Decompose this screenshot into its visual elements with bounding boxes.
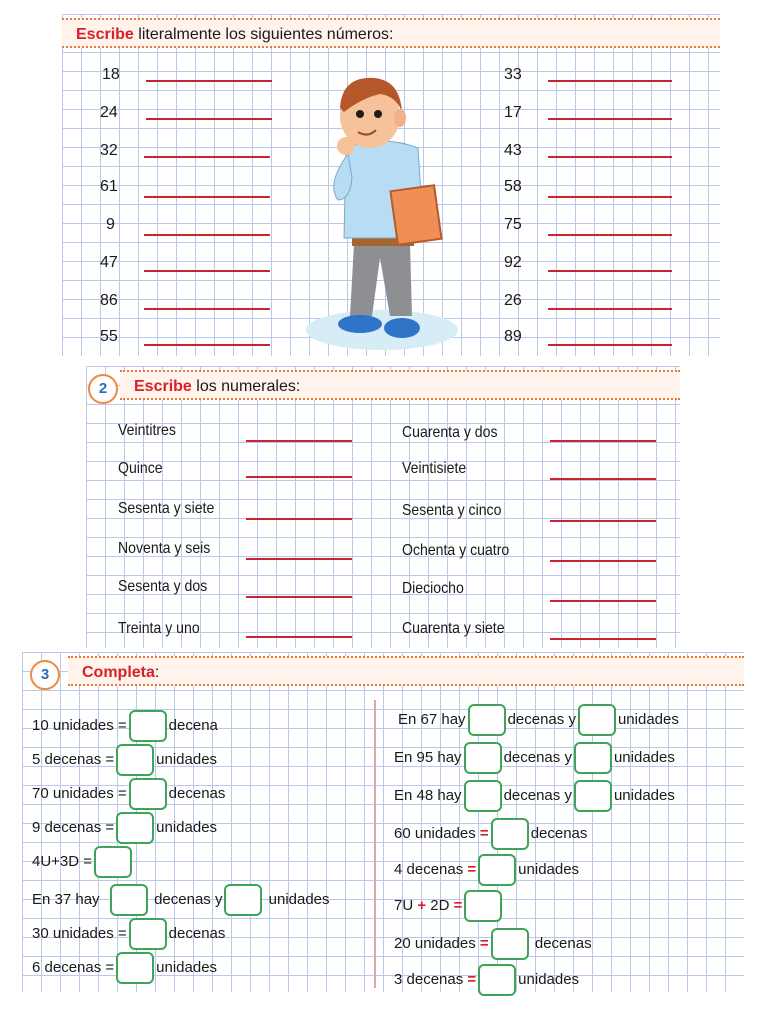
answer-line[interactable] <box>550 600 656 602</box>
equation-text: 7U <box>394 896 414 914</box>
answer-line[interactable] <box>144 234 270 236</box>
equation-text: 9 decenas = <box>32 818 115 836</box>
equation-text: decenas y <box>507 710 576 728</box>
equation-text: decenas y <box>503 786 572 804</box>
answer-line[interactable] <box>146 80 272 82</box>
number-label: 26 <box>504 292 522 309</box>
equation-text: 2D <box>430 896 450 914</box>
equation-text: unidades <box>156 818 218 836</box>
column-divider <box>374 700 376 988</box>
answer-line[interactable] <box>144 156 270 158</box>
plus-sign: + <box>417 896 427 914</box>
answer-box[interactable] <box>468 704 506 736</box>
equation-row <box>394 818 587 850</box>
number-label: 33 <box>504 66 522 83</box>
answer-box[interactable] <box>491 928 529 960</box>
answer-line[interactable] <box>548 156 672 158</box>
answer-box[interactable] <box>491 818 529 850</box>
equals-sign: = <box>467 860 477 878</box>
number-label: 18 <box>102 66 120 83</box>
equation-text: 4U+3D = <box>32 852 93 870</box>
answer-line[interactable] <box>144 196 270 198</box>
answer-box[interactable] <box>129 778 167 810</box>
exercise-2-number-badge: 2 <box>88 374 118 404</box>
equation-text: 10 unidades = <box>32 716 127 734</box>
number-label: 89 <box>504 328 522 345</box>
answer-line[interactable] <box>144 344 270 346</box>
equation-text: 6 decenas = <box>32 958 115 976</box>
exercise-2 <box>86 366 680 648</box>
equation-row <box>32 846 134 878</box>
exercise-2-instruction: los numerales: <box>191 378 301 395</box>
answer-box[interactable] <box>224 884 262 916</box>
equation-row <box>394 742 675 774</box>
answer-line[interactable] <box>548 344 672 346</box>
number-label: 55 <box>100 328 118 345</box>
number-label: 75 <box>504 216 522 233</box>
answer-line[interactable] <box>548 118 672 120</box>
answer-box[interactable] <box>574 780 612 812</box>
number-label: 86 <box>100 292 118 309</box>
equation-text: 20 unidades <box>394 934 476 952</box>
word-numeral: Noventa y seis <box>118 540 211 557</box>
equation-text: 4 decenas <box>394 860 464 878</box>
word-numeral: Sesenta y siete <box>118 500 215 517</box>
word-numeral: Treinta y uno <box>118 620 200 637</box>
answer-box[interactable] <box>464 780 502 812</box>
answer-line[interactable] <box>246 636 352 638</box>
answer-line[interactable] <box>246 596 352 598</box>
equation-row <box>32 918 225 950</box>
equals-sign: = <box>467 970 477 988</box>
answer-line[interactable] <box>550 440 656 442</box>
equation-text: unidades <box>518 970 580 988</box>
word-numeral: Cuarenta y dos <box>402 424 498 441</box>
word-numeral: Veintisiete <box>402 460 467 477</box>
equation-text: unidades <box>156 958 218 976</box>
equation-row <box>32 744 217 776</box>
number-label: 24 <box>100 104 118 121</box>
equation-text: unidades <box>613 748 675 766</box>
answer-line[interactable] <box>246 558 352 560</box>
word-numeral: Sesenta y dos <box>118 578 208 595</box>
equation-row <box>394 928 592 960</box>
word-numeral: Dieciocho <box>402 580 464 597</box>
number-label: 92 <box>504 254 522 271</box>
answer-line[interactable] <box>548 270 672 272</box>
answer-box[interactable] <box>464 890 502 922</box>
answer-box[interactable] <box>94 846 132 878</box>
exercise-3-colon: : <box>154 664 160 681</box>
answer-line[interactable] <box>548 80 672 82</box>
equation-text: decenas <box>530 824 588 842</box>
exercise-3-keyword: Completa <box>82 664 155 681</box>
answer-line[interactable] <box>246 518 352 520</box>
exercise-1-instruction: literalmente los siguientes números: <box>133 26 394 43</box>
equation-row <box>32 952 217 984</box>
equation-text: unidades <box>617 710 679 728</box>
number-label: 9 <box>106 216 115 233</box>
equation-text: En 37 hay <box>32 890 100 908</box>
equation-text: decenas <box>168 924 226 942</box>
equation-row <box>32 778 225 810</box>
word-numeral: Ochenta y cuatro <box>402 542 510 559</box>
equation-text: decenas <box>534 934 592 952</box>
equation-row <box>32 884 330 916</box>
exercise-2-keyword: Escribe <box>134 378 192 395</box>
equation-text: En 95 hay <box>394 748 462 766</box>
answer-line[interactable] <box>550 560 656 562</box>
equation-text: 3 decenas <box>394 970 464 988</box>
equation-text: unidades <box>613 786 675 804</box>
equation-row <box>394 964 579 996</box>
answer-box[interactable] <box>478 964 516 996</box>
answer-line[interactable] <box>144 308 270 310</box>
number-label: 58 <box>504 178 522 195</box>
answer-line[interactable] <box>144 270 270 272</box>
answer-box[interactable] <box>478 854 516 886</box>
equals-sign: = <box>479 824 489 842</box>
answer-box[interactable] <box>116 952 154 984</box>
exercise-1-keyword: Escribe <box>76 26 134 43</box>
equation-text: En 67 hay <box>398 710 466 728</box>
word-numeral: Quince <box>118 460 163 477</box>
equation-text: unidades <box>156 750 218 768</box>
equation-text: 5 decenas = <box>32 750 115 768</box>
answer-line[interactable] <box>246 476 352 478</box>
equals-sign: = <box>479 934 489 952</box>
equation-text: En 48 hay <box>394 786 462 804</box>
equation-row <box>394 780 675 812</box>
equation-text: unidades <box>268 890 330 908</box>
word-numeral: Cuarenta y siete <box>402 620 505 637</box>
answer-box[interactable] <box>110 884 148 916</box>
equation-row <box>398 704 679 736</box>
answer-line[interactable] <box>550 478 656 480</box>
answer-line[interactable] <box>548 308 672 310</box>
equation-text: decenas y <box>154 890 223 908</box>
answer-box[interactable] <box>574 742 612 774</box>
answer-box[interactable] <box>116 744 154 776</box>
equation-text: decenas <box>168 784 226 802</box>
equation-text: 60 unidades <box>394 824 476 842</box>
exercise-3-number-badge: 3 <box>30 660 60 690</box>
equation-text: decena <box>168 716 218 734</box>
exercise-2-banner <box>120 370 680 400</box>
number-label: 43 <box>504 142 522 159</box>
equation-text: decenas y <box>503 748 572 766</box>
answer-line[interactable] <box>246 440 352 442</box>
equation-row <box>394 854 579 886</box>
exercise-3 <box>22 652 744 992</box>
word-numeral: Veintitres <box>118 422 176 439</box>
answer-box[interactable] <box>116 812 154 844</box>
equation-row <box>32 710 218 742</box>
answer-line[interactable] <box>548 196 672 198</box>
answer-line[interactable] <box>550 638 656 640</box>
equation-text: 70 unidades = <box>32 784 127 802</box>
number-label: 47 <box>100 254 118 271</box>
answer-box[interactable] <box>464 742 502 774</box>
equation-text: unidades <box>518 860 580 878</box>
number-label: 32 <box>100 142 118 159</box>
equals-sign: = <box>453 896 463 914</box>
word-numeral: Sesenta y cinco <box>402 502 502 519</box>
exercise-1-banner <box>62 18 720 48</box>
answer-line[interactable] <box>548 234 672 236</box>
answer-box[interactable] <box>129 918 167 950</box>
exercise-3-banner <box>68 656 744 686</box>
number-label: 61 <box>100 178 118 195</box>
equation-text: 30 unidades = <box>32 924 127 942</box>
answer-box[interactable] <box>578 704 616 736</box>
answer-line[interactable] <box>146 118 272 120</box>
equation-row <box>394 890 504 922</box>
exercise-1 <box>62 14 720 356</box>
thinking-boy-illustration <box>302 68 462 356</box>
equation-row <box>32 812 217 844</box>
answer-line[interactable] <box>550 520 656 522</box>
number-label: 17 <box>504 104 522 121</box>
answer-box[interactable] <box>129 710 167 742</box>
